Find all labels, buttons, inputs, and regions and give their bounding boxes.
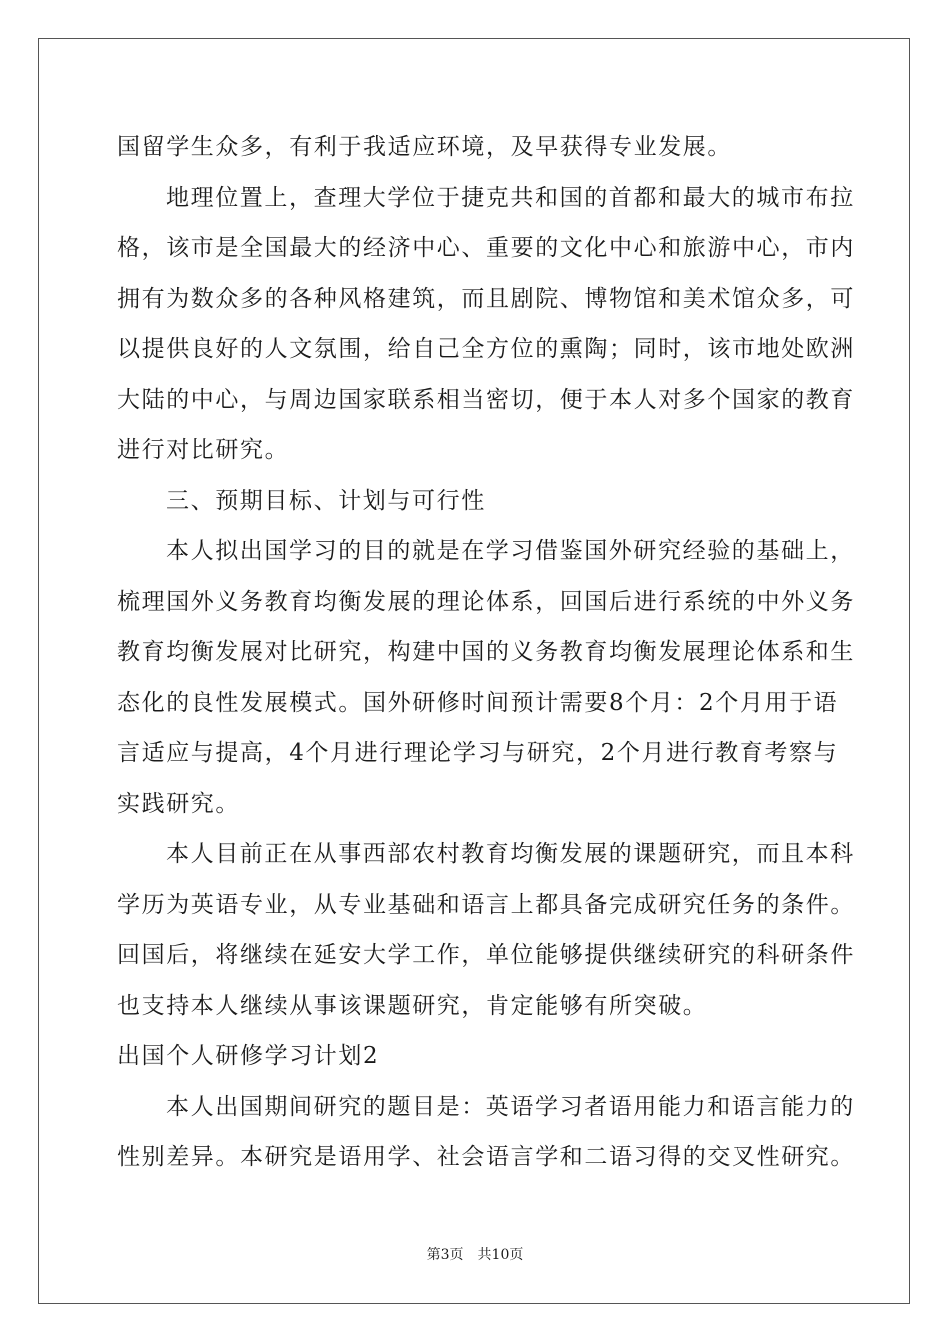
text-line: 国留学生众多，有利于我适应环境，及早获得专业发展。 xyxy=(117,134,732,160)
text-line: 也支持本人继续从事该课题研究，肯定能够有所突破。 xyxy=(117,992,708,1019)
page-footer xyxy=(0,1244,950,1264)
text-line: 言适应与提高，4个月进行理论学习与研究，2个月进行教育考察与 xyxy=(117,740,839,766)
text-line: 本人目前正在从事西部农村教育均衡发展的课题研究，而且本科 xyxy=(166,841,855,867)
text-line: 以提供良好的人文氛围，给自己全方位的熏陶；同时，该市地处欧洲 xyxy=(117,336,855,362)
document-body xyxy=(117,122,855,1183)
text-line: 拥有为数众多的各种风格建筑，而且剧院、博物馆和美术馆众多，可 xyxy=(117,285,855,312)
text-line: 性别差异。本研究是语用学、社会语言学和二语习得的交叉性研究。 xyxy=(117,1144,855,1170)
text-line: 实践研究。 xyxy=(117,790,240,817)
text-line: 进行对比研究。 xyxy=(117,437,290,463)
text-line: 梳理国外义务教育均衡发展的理论体系，回国后进行系统的中外义务 xyxy=(117,588,855,615)
section-heading: 三、预期目标、计划与可行性 xyxy=(166,487,486,514)
text-line: 大陆的中心，与周边国家联系相当密切，便于本人对多个国家的教育 xyxy=(117,386,855,413)
text-line: 地理位置上，查理大学位于捷克共和国的首都和最大的城市布拉 xyxy=(166,184,855,211)
page-number-current: 第3页 xyxy=(426,1247,464,1263)
page-number-total: 共10页 xyxy=(477,1247,524,1263)
text-line: 本人出国期间研究的题目是：英语学习者语用能力和语言能力的 xyxy=(166,1093,855,1120)
text-line: 学历为英语专业，从专业基础和语言上都具备完成研究任务的条件。 xyxy=(117,891,855,918)
text-line: 本人拟出国学习的目的就是在学习借鉴国外研究经验的基础上， xyxy=(166,538,855,564)
text-line: 态化的良性发展模式。国外研修时间预计需要8个月：2个月用于语 xyxy=(117,689,839,716)
text-line: 回国后，将继续在延安大学工作，单位能够提供继续研究的科研条件 xyxy=(117,942,855,968)
text-line: 格，该市是全国最大的经济中心、重要的文化中心和旅游中心，市内 xyxy=(117,235,855,261)
document-title: 出国个人研修学习计划2 xyxy=(117,1043,380,1069)
text-line: 教育均衡发展对比研究，构建中国的义务教育均衡发展理论体系和生 xyxy=(117,639,855,665)
